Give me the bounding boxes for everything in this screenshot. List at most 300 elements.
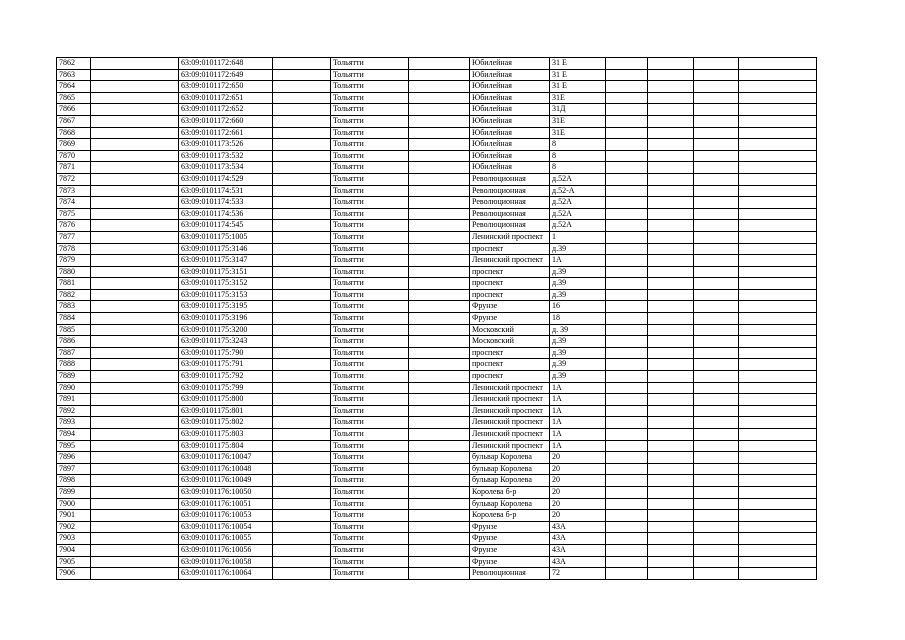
- row-number-cell: 7867: [57, 115, 91, 127]
- street-cell: Фрунзе: [470, 556, 550, 568]
- house-number-cell: д.39: [550, 289, 606, 301]
- empty-cell: [648, 324, 694, 336]
- street-cell: проспект: [470, 289, 550, 301]
- empty-cell: [273, 429, 331, 441]
- empty-cell: [694, 417, 739, 429]
- empty-cell: [694, 231, 739, 243]
- empty-cell: [91, 405, 179, 417]
- empty-cell: [273, 243, 331, 255]
- street-cell: Юбилейная: [470, 127, 550, 139]
- table-row: [57, 417, 817, 429]
- empty-cell: [91, 510, 179, 522]
- empty-cell: [91, 382, 179, 394]
- empty-cell: [694, 162, 739, 174]
- cadastral-number-cell: 63:09:0101174:529: [179, 173, 273, 185]
- cadastral-number-cell: 63:09:0101173:532: [179, 150, 273, 162]
- row-number-cell: 7869: [57, 139, 91, 151]
- empty-cell: [273, 173, 331, 185]
- house-number-cell: 20: [550, 475, 606, 487]
- table-row: [57, 266, 817, 278]
- empty-cell: [409, 278, 470, 290]
- empty-cell: [694, 336, 739, 348]
- empty-cell: [648, 533, 694, 545]
- cadastral-number-cell: 63:09:0101176:10054: [179, 521, 273, 533]
- empty-cell: [273, 324, 331, 336]
- city-cell: Тольятти: [331, 568, 409, 580]
- row-number-cell: 7898: [57, 475, 91, 487]
- row-number-cell: 7887: [57, 347, 91, 359]
- empty-cell: [91, 394, 179, 406]
- empty-cell: [273, 115, 331, 127]
- empty-cell: [606, 405, 648, 417]
- street-cell: Юбилейная: [470, 92, 550, 104]
- empty-cell: [739, 405, 817, 417]
- empty-cell: [606, 104, 648, 116]
- empty-cell: [694, 533, 739, 545]
- city-cell: Тольятти: [331, 139, 409, 151]
- empty-cell: [273, 475, 331, 487]
- cadastral-number-cell: 63:09:0101174:545: [179, 220, 273, 232]
- empty-cell: [606, 510, 648, 522]
- empty-cell: [739, 266, 817, 278]
- cadastral-number-cell: 63:09:0101176:10053: [179, 510, 273, 522]
- house-number-cell: 1А: [550, 394, 606, 406]
- house-number-cell: 72: [550, 568, 606, 580]
- empty-cell: [739, 208, 817, 220]
- row-number-cell: 7864: [57, 81, 91, 93]
- empty-cell: [606, 359, 648, 371]
- table-row: [57, 359, 817, 371]
- cadastral-number-cell: 63:09:0101175:3152: [179, 278, 273, 290]
- cadastral-number-cell: 63:09:0101175:804: [179, 440, 273, 452]
- empty-cell: [694, 266, 739, 278]
- empty-cell: [648, 197, 694, 209]
- empty-cell: [648, 278, 694, 290]
- street-cell: Ленинский проспект: [470, 429, 550, 441]
- city-cell: Тольятти: [331, 533, 409, 545]
- empty-cell: [273, 162, 331, 174]
- empty-cell: [409, 266, 470, 278]
- table-row: [57, 255, 817, 267]
- house-number-cell: 16: [550, 301, 606, 313]
- house-number-cell: 20: [550, 452, 606, 464]
- house-number-cell: 8: [550, 162, 606, 174]
- empty-cell: [409, 197, 470, 209]
- empty-cell: [739, 81, 817, 93]
- city-cell: Тольятти: [331, 185, 409, 197]
- cadastral-number-cell: 63:09:0101172:661: [179, 127, 273, 139]
- city-cell: Тольятти: [331, 313, 409, 325]
- empty-cell: [606, 440, 648, 452]
- empty-cell: [409, 81, 470, 93]
- house-number-cell: 20: [550, 510, 606, 522]
- street-cell: Ленинский проспект: [470, 417, 550, 429]
- cadastral-number-cell: 63:09:0101175:792: [179, 371, 273, 383]
- empty-cell: [739, 313, 817, 325]
- empty-cell: [273, 486, 331, 498]
- empty-cell: [409, 208, 470, 220]
- table-row: [57, 197, 817, 209]
- empty-cell: [648, 185, 694, 197]
- empty-cell: [91, 568, 179, 580]
- cadastral-number-cell: 63:09:0101175:3195: [179, 301, 273, 313]
- row-number-cell: 7881: [57, 278, 91, 290]
- empty-cell: [648, 173, 694, 185]
- street-cell: проспект: [470, 347, 550, 359]
- empty-cell: [273, 556, 331, 568]
- row-number-cell: 7892: [57, 405, 91, 417]
- empty-cell: [409, 440, 470, 452]
- empty-cell: [606, 475, 648, 487]
- empty-cell: [694, 544, 739, 556]
- empty-cell: [694, 208, 739, 220]
- empty-cell: [648, 463, 694, 475]
- empty-cell: [648, 486, 694, 498]
- house-number-cell: 43А: [550, 533, 606, 545]
- empty-cell: [648, 208, 694, 220]
- city-cell: Тольятти: [331, 405, 409, 417]
- empty-cell: [648, 127, 694, 139]
- empty-cell: [91, 544, 179, 556]
- empty-cell: [739, 347, 817, 359]
- house-number-cell: 1: [550, 231, 606, 243]
- empty-cell: [739, 58, 817, 70]
- street-cell: бульвар Королева: [470, 452, 550, 464]
- table-row: [57, 463, 817, 475]
- empty-cell: [606, 521, 648, 533]
- empty-cell: [409, 510, 470, 522]
- street-cell: Королева б-р: [470, 486, 550, 498]
- street-cell: Юбилейная: [470, 81, 550, 93]
- row-number-cell: 7870: [57, 150, 91, 162]
- house-number-cell: д.39: [550, 278, 606, 290]
- empty-cell: [606, 486, 648, 498]
- empty-cell: [409, 139, 470, 151]
- cadastral-number-cell: 63:09:0101175:1005: [179, 231, 273, 243]
- row-number-cell: 7899: [57, 486, 91, 498]
- empty-cell: [694, 324, 739, 336]
- empty-cell: [694, 220, 739, 232]
- empty-cell: [409, 92, 470, 104]
- empty-cell: [694, 58, 739, 70]
- empty-cell: [273, 81, 331, 93]
- empty-cell: [739, 173, 817, 185]
- house-number-cell: д.52А: [550, 197, 606, 209]
- empty-cell: [409, 313, 470, 325]
- house-number-cell: 1А: [550, 440, 606, 452]
- city-cell: Тольятти: [331, 336, 409, 348]
- city-cell: Тольятти: [331, 556, 409, 568]
- empty-cell: [91, 347, 179, 359]
- empty-cell: [739, 336, 817, 348]
- empty-cell: [694, 347, 739, 359]
- empty-cell: [739, 521, 817, 533]
- empty-cell: [91, 127, 179, 139]
- cadastral-number-cell: 63:09:0101175:790: [179, 347, 273, 359]
- table-row: [57, 336, 817, 348]
- house-number-cell: 20: [550, 486, 606, 498]
- empty-cell: [91, 301, 179, 313]
- empty-cell: [606, 417, 648, 429]
- row-number-cell: 7875: [57, 208, 91, 220]
- empty-cell: [739, 197, 817, 209]
- table-row: [57, 115, 817, 127]
- empty-cell: [739, 498, 817, 510]
- street-cell: Юбилейная: [470, 69, 550, 81]
- house-number-cell: д.52А: [550, 220, 606, 232]
- row-number-cell: 7900: [57, 498, 91, 510]
- empty-cell: [273, 255, 331, 267]
- cadastral-number-cell: 63:09:0101175:3243: [179, 336, 273, 348]
- empty-cell: [409, 498, 470, 510]
- empty-cell: [273, 510, 331, 522]
- empty-cell: [409, 347, 470, 359]
- cadastral-number-cell: 63:09:0101172:651: [179, 92, 273, 104]
- table-row: [57, 69, 817, 81]
- empty-cell: [606, 544, 648, 556]
- row-number-cell: 7865: [57, 92, 91, 104]
- empty-cell: [694, 405, 739, 417]
- empty-cell: [273, 347, 331, 359]
- city-cell: Тольятти: [331, 231, 409, 243]
- table-row: [57, 208, 817, 220]
- empty-cell: [606, 452, 648, 464]
- empty-cell: [91, 231, 179, 243]
- empty-cell: [273, 127, 331, 139]
- empty-cell: [606, 498, 648, 510]
- empty-cell: [694, 498, 739, 510]
- row-number-cell: 7873: [57, 185, 91, 197]
- table-row: [57, 220, 817, 232]
- house-number-cell: 31Д: [550, 104, 606, 116]
- city-cell: Тольятти: [331, 429, 409, 441]
- empty-cell: [409, 544, 470, 556]
- empty-cell: [409, 486, 470, 498]
- empty-cell: [409, 371, 470, 383]
- empty-cell: [739, 359, 817, 371]
- house-number-cell: д.39: [550, 336, 606, 348]
- empty-cell: [739, 185, 817, 197]
- empty-cell: [91, 266, 179, 278]
- table-row: [57, 556, 817, 568]
- cadastral-number-cell: 63:09:0101176:10051: [179, 498, 273, 510]
- empty-cell: [739, 510, 817, 522]
- empty-cell: [91, 371, 179, 383]
- street-cell: Фрунзе: [470, 521, 550, 533]
- empty-cell: [606, 568, 648, 580]
- table-row: [57, 475, 817, 487]
- empty-cell: [91, 173, 179, 185]
- city-cell: Тольятти: [331, 452, 409, 464]
- row-number-cell: 7862: [57, 58, 91, 70]
- empty-cell: [91, 150, 179, 162]
- empty-cell: [606, 127, 648, 139]
- empty-cell: [409, 336, 470, 348]
- table-row: [57, 104, 817, 116]
- house-number-cell: 20: [550, 463, 606, 475]
- empty-cell: [648, 92, 694, 104]
- street-cell: Ленинский проспект: [470, 405, 550, 417]
- empty-cell: [409, 255, 470, 267]
- table-row: [57, 324, 817, 336]
- cadastral-number-cell: 63:09:0101176:10056: [179, 544, 273, 556]
- city-cell: Тольятти: [331, 58, 409, 70]
- row-number-cell: 7878: [57, 243, 91, 255]
- row-number-cell: 7906: [57, 568, 91, 580]
- empty-cell: [606, 429, 648, 441]
- empty-cell: [91, 185, 179, 197]
- row-number-cell: 7903: [57, 533, 91, 545]
- empty-cell: [648, 394, 694, 406]
- table-row: [57, 301, 817, 313]
- house-number-cell: 18: [550, 313, 606, 325]
- empty-cell: [273, 521, 331, 533]
- empty-cell: [606, 266, 648, 278]
- empty-cell: [648, 359, 694, 371]
- row-number-cell: 7897: [57, 463, 91, 475]
- empty-cell: [648, 243, 694, 255]
- street-cell: бульвар Королева: [470, 498, 550, 510]
- empty-cell: [606, 371, 648, 383]
- house-number-cell: 31 Е: [550, 69, 606, 81]
- empty-cell: [648, 405, 694, 417]
- empty-cell: [91, 324, 179, 336]
- house-number-cell: д. 39: [550, 324, 606, 336]
- street-cell: Королева б-р: [470, 510, 550, 522]
- street-cell: проспект: [470, 371, 550, 383]
- empty-cell: [648, 371, 694, 383]
- empty-cell: [273, 301, 331, 313]
- city-cell: Тольятти: [331, 359, 409, 371]
- row-number-cell: 7868: [57, 127, 91, 139]
- street-cell: бульвар Королева: [470, 475, 550, 487]
- street-cell: Революционная: [470, 220, 550, 232]
- street-cell: Революционная: [470, 568, 550, 580]
- empty-cell: [694, 197, 739, 209]
- empty-cell: [739, 104, 817, 116]
- empty-cell: [91, 521, 179, 533]
- cadastral-number-cell: 63:09:0101175:802: [179, 417, 273, 429]
- table-row: [57, 278, 817, 290]
- street-cell: Революционная: [470, 197, 550, 209]
- street-cell: Фрунзе: [470, 313, 550, 325]
- empty-cell: [273, 452, 331, 464]
- empty-cell: [739, 278, 817, 290]
- city-cell: Тольятти: [331, 486, 409, 498]
- empty-cell: [409, 568, 470, 580]
- row-number-cell: 7891: [57, 394, 91, 406]
- empty-cell: [606, 382, 648, 394]
- empty-cell: [273, 440, 331, 452]
- empty-cell: [91, 313, 179, 325]
- table-row: [57, 127, 817, 139]
- empty-cell: [91, 359, 179, 371]
- empty-cell: [694, 81, 739, 93]
- empty-cell: [273, 150, 331, 162]
- empty-cell: [694, 371, 739, 383]
- empty-cell: [648, 417, 694, 429]
- empty-cell: [739, 440, 817, 452]
- table-row: [57, 81, 817, 93]
- house-number-cell: 31Е: [550, 92, 606, 104]
- empty-cell: [91, 197, 179, 209]
- empty-cell: [648, 150, 694, 162]
- empty-cell: [606, 313, 648, 325]
- empty-cell: [648, 220, 694, 232]
- empty-cell: [694, 475, 739, 487]
- empty-cell: [273, 197, 331, 209]
- cadastral-number-cell: 63:09:0101175:803: [179, 429, 273, 441]
- empty-cell: [648, 139, 694, 151]
- empty-cell: [648, 452, 694, 464]
- street-cell: Юбилейная: [470, 104, 550, 116]
- empty-cell: [91, 475, 179, 487]
- cadastral-number-cell: 63:09:0101175:800: [179, 394, 273, 406]
- house-number-cell: 43А: [550, 544, 606, 556]
- empty-cell: [648, 347, 694, 359]
- empty-cell: [694, 452, 739, 464]
- empty-cell: [409, 452, 470, 464]
- empty-cell: [648, 104, 694, 116]
- empty-cell: [648, 429, 694, 441]
- empty-cell: [606, 278, 648, 290]
- row-number-cell: 7894: [57, 429, 91, 441]
- empty-cell: [409, 173, 470, 185]
- empty-cell: [648, 81, 694, 93]
- empty-cell: [694, 440, 739, 452]
- cadastral-number-cell: 63:09:0101172:649: [179, 69, 273, 81]
- empty-cell: [694, 301, 739, 313]
- empty-cell: [694, 69, 739, 81]
- table-row: [57, 405, 817, 417]
- table-row: [57, 289, 817, 301]
- city-cell: Тольятти: [331, 510, 409, 522]
- empty-cell: [91, 115, 179, 127]
- empty-cell: [694, 255, 739, 267]
- table-row: [57, 150, 817, 162]
- table-row: [57, 243, 817, 255]
- empty-cell: [409, 289, 470, 301]
- empty-cell: [739, 255, 817, 267]
- table-body: [57, 58, 817, 580]
- empty-cell: [739, 452, 817, 464]
- house-number-cell: д.52А: [550, 208, 606, 220]
- house-number-cell: 31Е: [550, 115, 606, 127]
- empty-cell: [739, 92, 817, 104]
- row-number-cell: 7874: [57, 197, 91, 209]
- cadastral-number-cell: 63:09:0101175:799: [179, 382, 273, 394]
- row-number-cell: 7889: [57, 371, 91, 383]
- street-cell: Ленинский проспект: [470, 231, 550, 243]
- row-number-cell: 7871: [57, 162, 91, 174]
- house-number-cell: 8: [550, 150, 606, 162]
- empty-cell: [91, 92, 179, 104]
- empty-cell: [606, 150, 648, 162]
- empty-cell: [694, 185, 739, 197]
- empty-cell: [694, 104, 739, 116]
- empty-cell: [606, 115, 648, 127]
- city-cell: Тольятти: [331, 243, 409, 255]
- empty-cell: [694, 289, 739, 301]
- empty-cell: [91, 463, 179, 475]
- street-cell: Юбилейная: [470, 139, 550, 151]
- city-cell: Тольятти: [331, 127, 409, 139]
- table-row: [57, 185, 817, 197]
- empty-cell: [694, 486, 739, 498]
- table-row: [57, 568, 817, 580]
- row-number-cell: 7896: [57, 452, 91, 464]
- empty-cell: [739, 382, 817, 394]
